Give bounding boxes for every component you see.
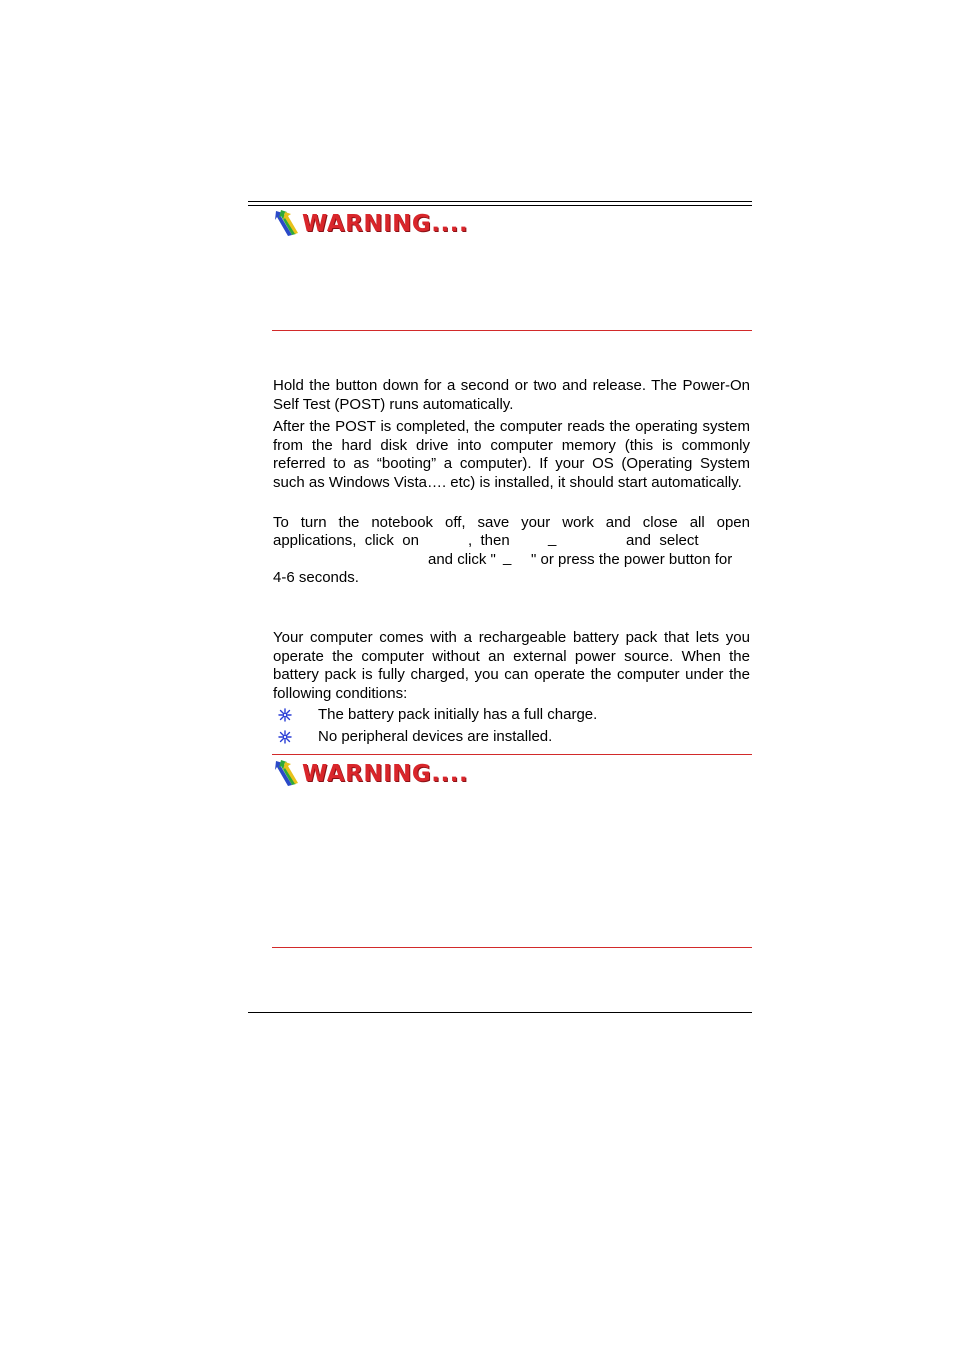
- warning-start-rule-2: [272, 754, 752, 755]
- warning-end-rule-2: [272, 947, 752, 948]
- footer-rule: [248, 1012, 752, 1013]
- snowflake-bullet-icon: [278, 730, 292, 744]
- shutdown-line-2b: , then: [468, 532, 510, 549]
- shutdown-line-2a: applications, click on: [273, 532, 419, 549]
- bullet-item: [278, 727, 553, 745]
- bullet-item: [278, 705, 598, 723]
- shutdown-line-3b: _: [503, 549, 512, 566]
- shutdown-line-2c: _: [548, 530, 557, 547]
- bullet-text: The battery pack initially has a full charge.: [318, 705, 598, 723]
- shutdown-line-3a: and click ": [428, 551, 496, 568]
- warning-banner-2: [274, 758, 468, 790]
- warning-arrows-icon: [274, 759, 300, 789]
- booting-paragraph: After the POST is completed, the computer reads the operating system from the hard disk drive into computer memory (this is commonly referred to as “booting” a computer). If your OS (Operating System such as Windows Vista…. etc) is installed, it should start automatically.: [273, 418, 750, 491]
- warning-label: WARNING....: [302, 211, 469, 237]
- warning-arrows-icon: [274, 209, 300, 239]
- warning-end-rule-1: [272, 330, 752, 331]
- snowflake-bullet-icon: [278, 708, 292, 722]
- warning-banner-1: [274, 208, 468, 240]
- shutdown-line-4: 4-6 seconds.: [273, 569, 359, 586]
- shutdown-line-2d: and select: [626, 532, 699, 549]
- warning-label: WARNING....: [302, 761, 469, 787]
- shutdown-line-1: To turn the notebook off, save your work and close all open: [273, 514, 750, 531]
- bullet-text: No peripheral devices are installed.: [318, 727, 553, 745]
- header-rule-2: [248, 205, 752, 206]
- battery-paragraph: Your computer comes with a rechargeable battery pack that lets you operate the computer without an external power source. When the battery pack is fully charged, you can operate the computer under the following conditions:: [273, 629, 750, 702]
- header-rule-1: [248, 201, 752, 202]
- post-paragraph: Hold the button down for a second or two and release. The Power-On Self Test (POST) runs automatically.: [273, 377, 750, 413]
- shutdown-line-3c: " or press the power button for: [531, 551, 733, 568]
